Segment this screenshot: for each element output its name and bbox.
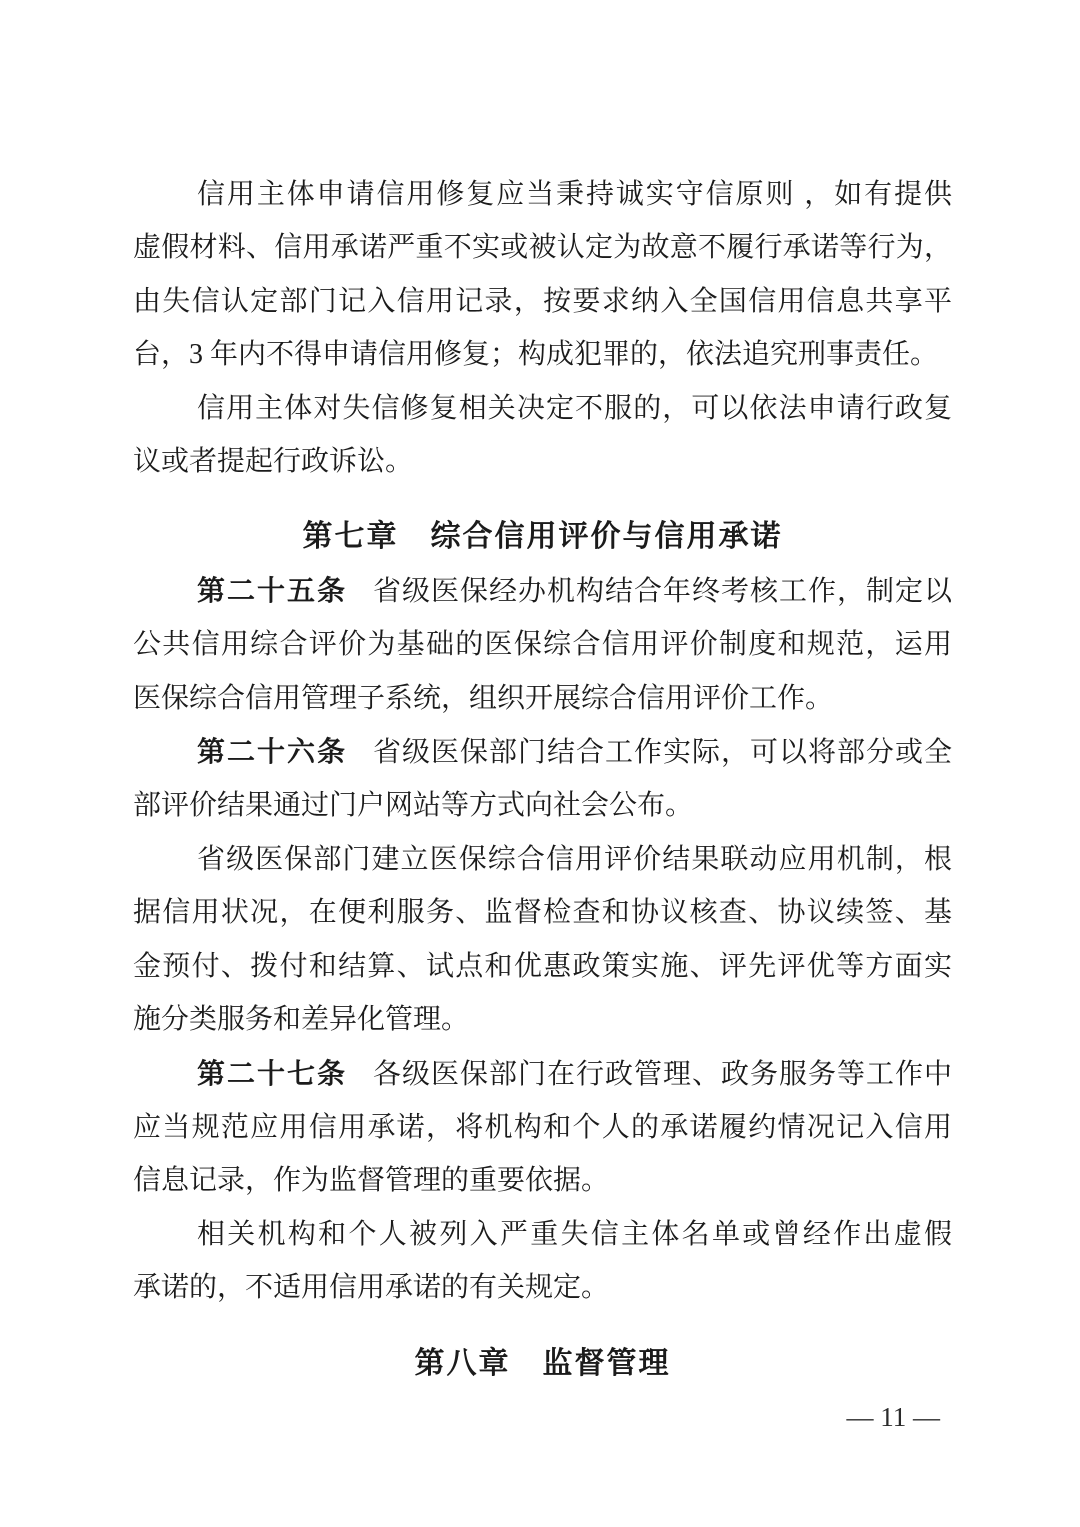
text-line [133, 564, 952, 618]
chapter-heading: 第八章 监督管理 [414, 1346, 671, 1380]
chapter-heading: 第七章 综合信用评价与信用承诺 [302, 520, 783, 554]
text-line: 虚假材料、信用承诺严重不实或被认定为故意不履行承诺等行为， [133, 232, 952, 264]
text-line: 议或者提起行政诉讼。 [133, 446, 414, 478]
text-line: 信用主体对失信修复相关决定不服的，可以依法申请行政复 [197, 392, 952, 424]
text-line: 信息记录，作为监督管理的重要依据。 [133, 1165, 610, 1197]
article-text: 各级医保部门在行政管理、政务服务等工作中 [373, 1058, 952, 1090]
text-line: 据信用状况，在便利服务、监督检查和协议核查、协议续签、基 [133, 897, 952, 929]
article-number: 第二十五条 [197, 574, 347, 606]
article-number: 第二十七条 [197, 1057, 347, 1089]
paragraph [133, 564, 952, 725]
article-number: 第二十六条 [197, 736, 347, 768]
text-line: 台，3 年内不得申请信用修复；构成犯罪的，依法追究刑事责任。 [133, 339, 939, 371]
text-line [133, 725, 952, 779]
paragraph [133, 1208, 952, 1315]
article-text: 省级医保部门结合工作实际，可以将部分或全 [373, 737, 952, 769]
text-line [133, 1047, 952, 1101]
text-line: 相关机构和个人被列入严重失信主体名单或曾经作出虚假 [197, 1218, 952, 1250]
text-line: 承诺的，不适用信用承诺的有关规定。 [133, 1272, 610, 1304]
text-line: 施分类服务和差异化管理。 [133, 1004, 470, 1036]
article-text: 省级医保经办机构结合年终考核工作，制定以 [373, 575, 952, 607]
text-line: 医保综合信用管理子系统，组织开展综合信用评价工作。 [133, 682, 834, 714]
text-line: 部评价结果通过门户网站等方式向社会公布。 [133, 790, 694, 822]
paragraph [133, 382, 952, 489]
paragraph [133, 833, 952, 1047]
document-body [133, 168, 952, 1390]
text-line: 金预付、拨付和结算、试点和优惠政策实施、评先评优等方面实 [133, 950, 952, 982]
paragraph [133, 1047, 952, 1208]
text-line: 应当规范应用信用承诺，将机构和个人的承诺履约情况记入信用 [133, 1111, 952, 1143]
text-line: 信用主体申请信用修复应当秉持诚实守信原则 ，如有提供 [197, 179, 952, 210]
page-number: — 11 — [846, 1402, 940, 1432]
text-line: 公共信用综合评价为基础的医保综合信用评价制度和规范，运用 [133, 629, 952, 661]
text-line: 省级医保部门建立医保综合信用评价结果联动应用机制，根 [197, 843, 952, 875]
paragraph [133, 168, 952, 382]
text-line: 由失信认定部门记入信用记录，按要求纳入全国信用信息共享平 [133, 285, 952, 317]
paragraph [133, 725, 952, 833]
